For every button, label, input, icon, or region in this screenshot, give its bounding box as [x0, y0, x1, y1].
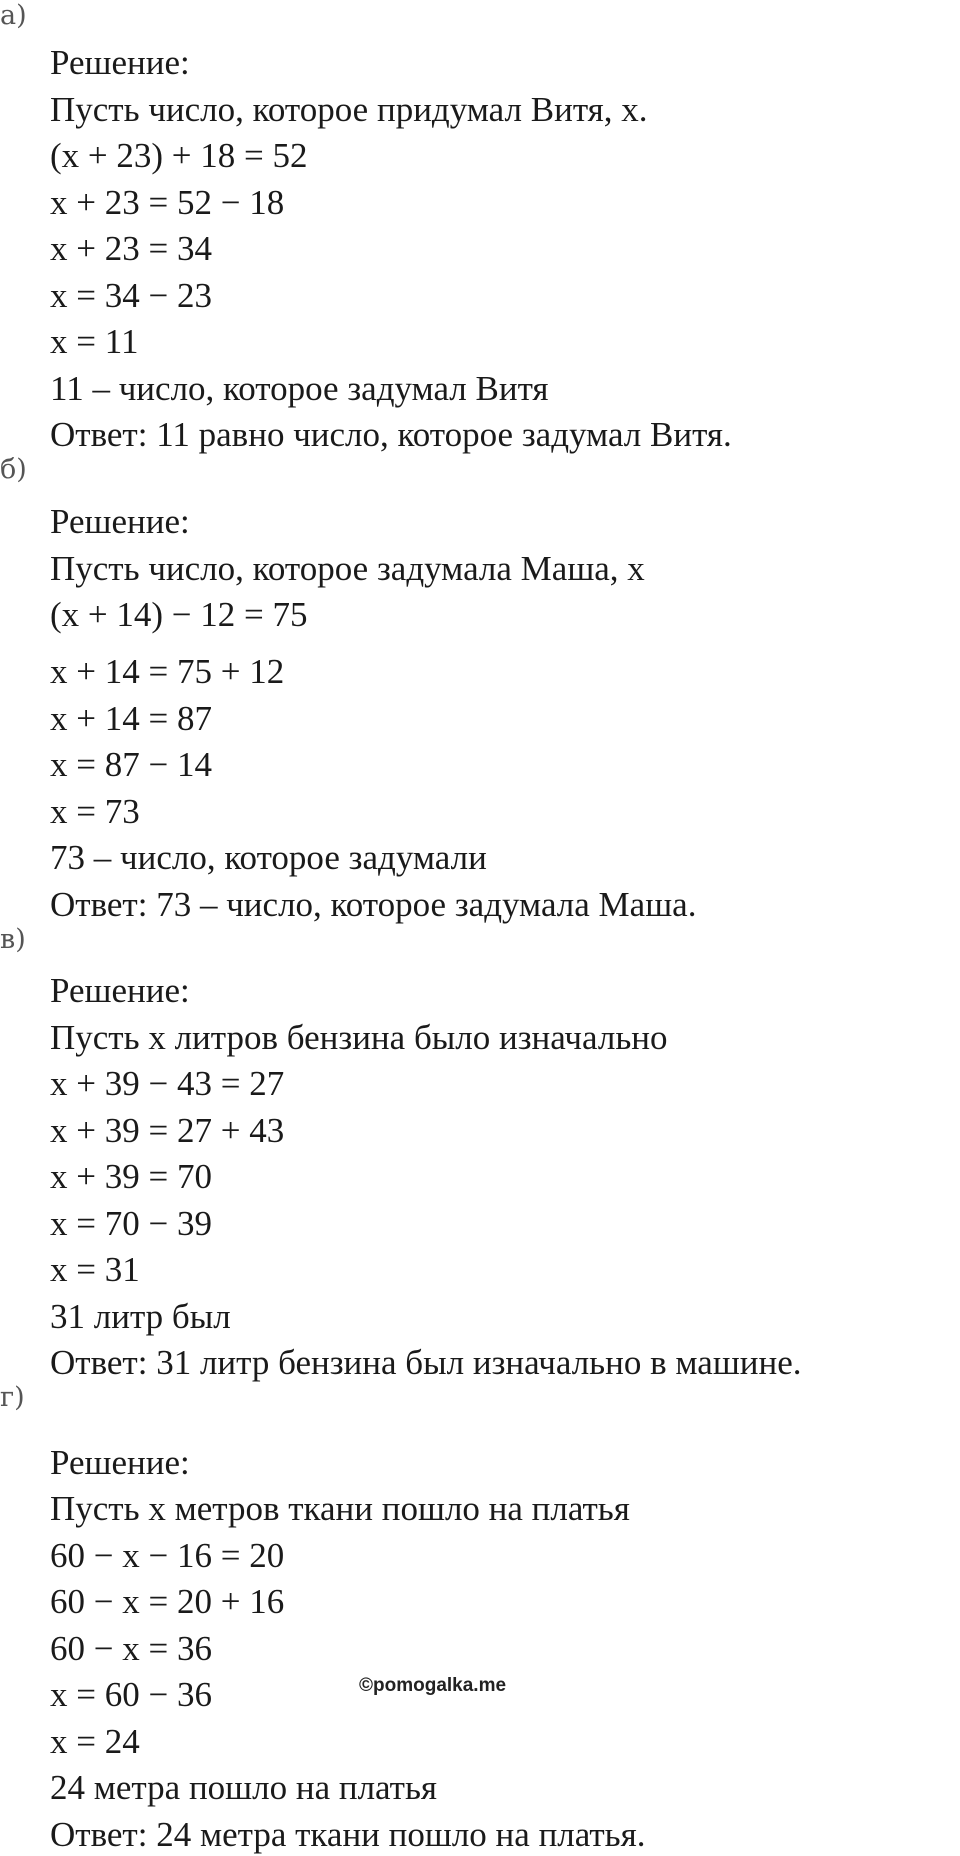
equation-line: x + 14 = 87 [50, 699, 212, 738]
equation-line: (x + 14) − 12 = 75 [50, 595, 308, 634]
conclusion-line: 73 – число, которое задумали [50, 838, 487, 877]
equation-line: (x + 23) + 18 = 52 [50, 136, 308, 175]
problem-statement: Пусть число, которое задумала Маша, x [50, 549, 645, 588]
equation-line: x = 73 [50, 792, 140, 831]
equation-line: x + 23 = 34 [50, 229, 212, 268]
solution-heading: Решение: [50, 971, 190, 1010]
conclusion-line: 24 метра пошло на платья [50, 1768, 438, 1807]
problem-statement: Пусть x литров бензина было изначально [50, 1018, 668, 1057]
conclusion-line: 11 – число, которое задумал Витя [50, 369, 549, 408]
solution-heading: Решение: [50, 43, 190, 82]
equation-line: x + 39 − 43 = 27 [50, 1064, 285, 1103]
equation-line: 60 − x = 36 [50, 1629, 212, 1668]
equation-line: x = 34 − 23 [50, 276, 212, 315]
problem-statement: Пусть x метров ткани пошло на платья [50, 1489, 630, 1528]
answer-line: Ответ: 11 равно число, которое задумал Витя. [50, 415, 732, 454]
equation-line: x = 87 − 14 [50, 745, 212, 784]
problem-statement: Пусть число, которое придумал Витя, x. [50, 90, 648, 129]
equation-line: x + 39 = 27 + 43 [50, 1111, 285, 1150]
answer-line: Ответ: 73 – число, которое задумала Маша. [50, 885, 697, 924]
answer-line: Ответ: 24 метра ткани пошло на платья. [50, 1815, 646, 1854]
equation-line: x + 23 = 52 − 18 [50, 183, 285, 222]
solution-heading: Решение: [50, 502, 190, 541]
equation-line: x = 70 − 39 [50, 1204, 212, 1243]
conclusion-line: 31 литр был [50, 1297, 231, 1336]
equation-line: x + 14 = 75 + 12 [50, 652, 285, 691]
solution-heading: Решение: [50, 1443, 190, 1482]
answer-line: Ответ: 31 литр бензина был изначально в машине. [50, 1343, 802, 1382]
equation-line: x = 24 [50, 1722, 140, 1761]
equation-line: x = 31 [50, 1250, 140, 1289]
equation-line: 60 − x − 16 = 20 [50, 1536, 285, 1575]
part-label-a: а) [0, 0, 27, 31]
part-label-b: б) [0, 454, 27, 485]
equation-line: x = 11 [50, 322, 139, 361]
equation-line: x + 39 = 70 [50, 1157, 212, 1196]
part-label-c: в) [0, 924, 26, 955]
equation-line: x = 60 − 36 [50, 1675, 212, 1714]
equation-line: 60 − x = 20 + 16 [50, 1582, 285, 1621]
part-label-d: г) [0, 1382, 25, 1413]
site-watermark: ©pomogalka.me [359, 1675, 507, 1696]
